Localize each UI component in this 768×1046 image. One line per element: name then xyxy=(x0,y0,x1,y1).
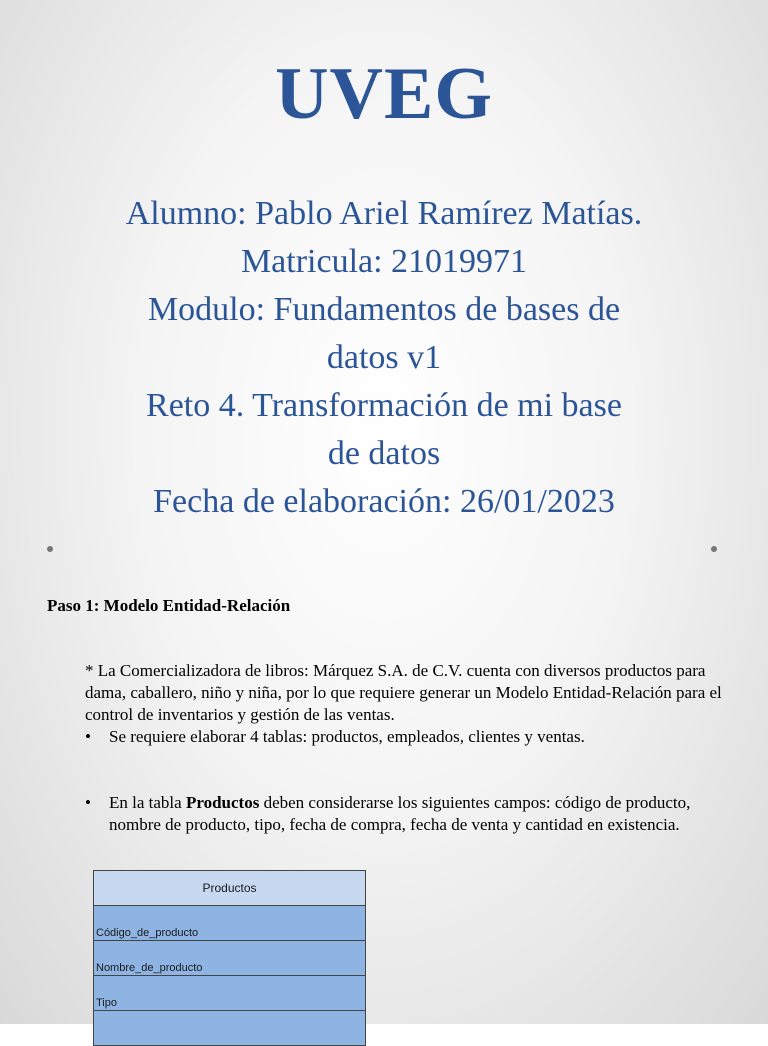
subtitle-line: datos v1 xyxy=(326,339,442,376)
bullet-list xyxy=(85,726,735,748)
bullet-list xyxy=(85,792,735,836)
productos-table xyxy=(93,870,366,1046)
step-title: Paso 1: Modelo Entidad-Relación xyxy=(47,596,291,615)
subtitle-line: Matricula: 21019971 xyxy=(240,243,528,280)
list-item xyxy=(85,792,735,836)
subtitle-line: Alumno: Pablo Ariel Ramírez Matías. xyxy=(125,195,643,232)
subtitle-line: Fecha de elaboración: 26/01/2023 xyxy=(153,483,615,520)
decorative-dot-left xyxy=(47,546,53,552)
subtitle-block xyxy=(40,190,728,526)
list-item: • Se requiere elaborar 4 tablas: productos, empleados, clientes y ventas. xyxy=(85,726,735,748)
list-item-text: En la tabla xyxy=(109,793,186,812)
list-item-text: deben considerarse los siguientes campos: código de producto, nombre de producto, tipo, fecha de compra, fecha de venta y cantidad en existencia. xyxy=(109,793,691,834)
table-row: Código_de_producto xyxy=(94,906,366,941)
table-row xyxy=(94,1011,366,1046)
table-row: Tipo xyxy=(94,976,366,1011)
subtitle-line: Reto 4. Transformación de mi base xyxy=(146,387,622,424)
subtitle-line: Modulo: Fundamentos de bases de xyxy=(147,291,621,328)
table-row: Nombre_de_producto xyxy=(94,941,366,976)
intro-paragraph: * La Comercializadora de libros: Márquez S.A. de C.V. cuenta con diversos productos para dama, caballero, niño y niña, por lo que requiere generar un Modelo Entidad-Relación para el control de inventarios y gestión de las ventas. xyxy=(85,661,722,724)
subtitle-line: de datos xyxy=(327,435,441,472)
table-name-bold: Productos xyxy=(185,793,260,812)
table-header: Productos xyxy=(94,871,366,906)
page-title: UVEG xyxy=(275,53,493,135)
decorative-dot-right xyxy=(711,546,717,552)
